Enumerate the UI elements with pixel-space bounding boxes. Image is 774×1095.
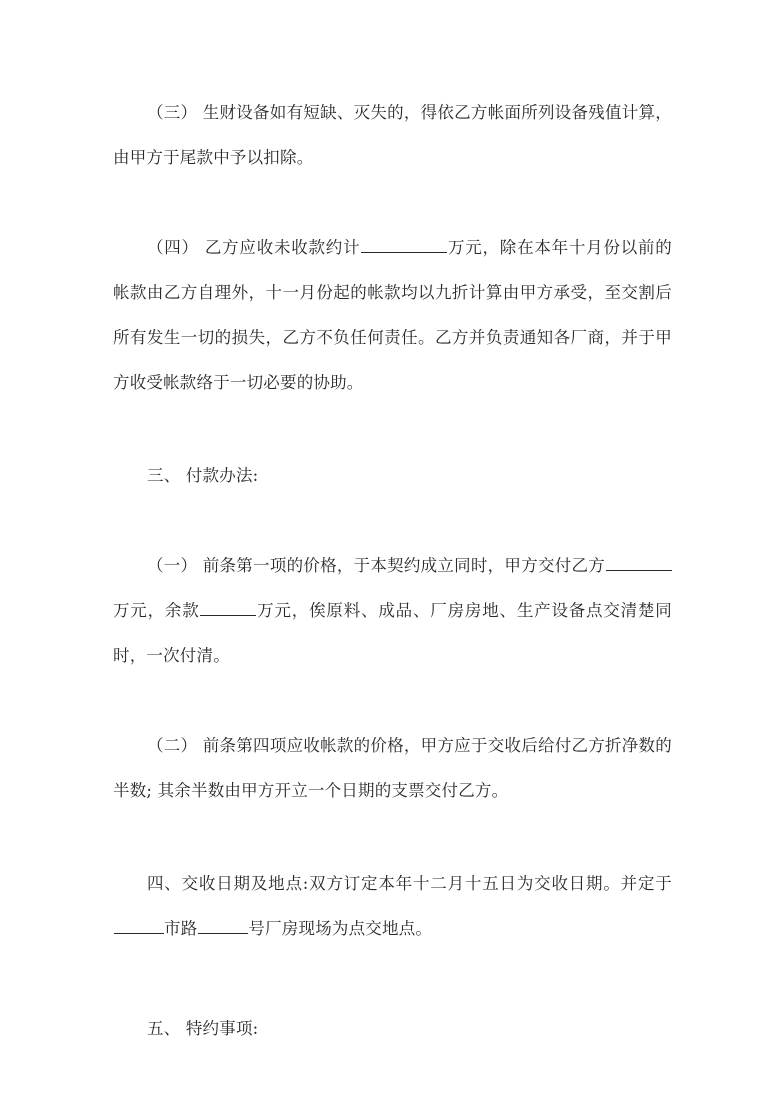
blank-field-receivables-amount[interactable] <box>361 236 447 253</box>
paragraph-gap-5 <box>113 813 672 861</box>
paragraph-payment-2: （二） 前条第四项应收帐款的价格，甲方应于交收后给付乙方折净数的半数; 其余半数由甲方开立一个日期的支票交付乙方。 <box>113 736 672 800</box>
paragraph-section-4 <box>113 861 672 951</box>
blank-field-initial-payment[interactable] <box>606 554 672 571</box>
payment-1-text-part1: （一） 前条第一项的价格，于本契约成立同时，甲方交付乙方 <box>147 556 605 575</box>
paragraph-gap-1 <box>113 180 672 225</box>
blank-field-city[interactable] <box>114 917 164 934</box>
paragraph-clause-3 <box>113 90 672 180</box>
clause-3-text: （三） 生财设备如有短缺、灭失的，得依乙方帐面所列设备残值计算，由甲方 <box>113 103 672 167</box>
payment-1-text-part3: 万元，俟原料、成品、厂房房地、生产设备点交清楚同时，一次付清。 <box>113 601 673 665</box>
paragraph-payment-1 <box>113 543 672 678</box>
clause-4-text-part2: 万元，除在本年十月份以前的帐款由乙方自理外，十一月份起的帐款均以九折计算由甲方承受，至交割后所有发生一切的损失，乙方不负任何责任。乙方并负责通知各厂商，并于甲方收受帐款络于一切必要的协助。 <box>113 238 672 392</box>
blank-field-street-number[interactable] <box>198 917 248 934</box>
paragraph-gap-4 <box>113 678 672 723</box>
paragraph-gap-6 <box>113 951 672 1006</box>
clause-4-text-part1: （四） 乙方应收未收款约计 <box>147 238 361 257</box>
section-4-text-part3: 号厂房现场为点交地点。 <box>248 919 433 938</box>
payment-1-text-part2: 万元，余款 <box>113 601 200 620</box>
blank-field-balance-payment[interactable] <box>200 599 256 616</box>
top-margin-spacer <box>113 0 672 90</box>
paragraph-gap-2 <box>113 405 672 453</box>
document-text-column <box>113 0 672 1051</box>
paragraph-gap-3 <box>113 498 672 543</box>
heading-section-3: 三、 付款办法: <box>147 466 259 485</box>
paragraph-clause-4 <box>113 225 672 405</box>
heading-section-5: 五、 特约事项: <box>147 1019 259 1038</box>
clause-3-continuation: 于尾款中予以扣除。 <box>163 148 314 167</box>
section-4-text-part2: 市路 <box>164 919 198 938</box>
section-4-text-part1: 四、交收日期及地点:双方订定本年十二月十五日为交收日期。并定于 <box>147 874 672 893</box>
